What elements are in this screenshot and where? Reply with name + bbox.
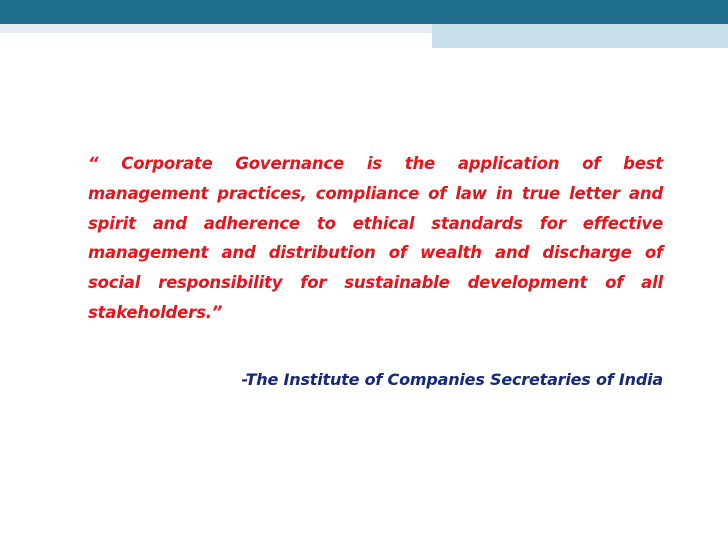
header-bar	[0, 0, 728, 24]
header-accent-block	[432, 24, 728, 48]
governance-quote: “ Corporate Governance is the application of best management practices, compliance of law in true letter and spirit and adherence to ethical standards for effective management and distribution of wealth and discharge of social responsibility for sustainable development of all stakeholders.”	[88, 154, 663, 322]
quote-attribution: -The Institute of Companies Secretaries of India	[241, 370, 663, 389]
